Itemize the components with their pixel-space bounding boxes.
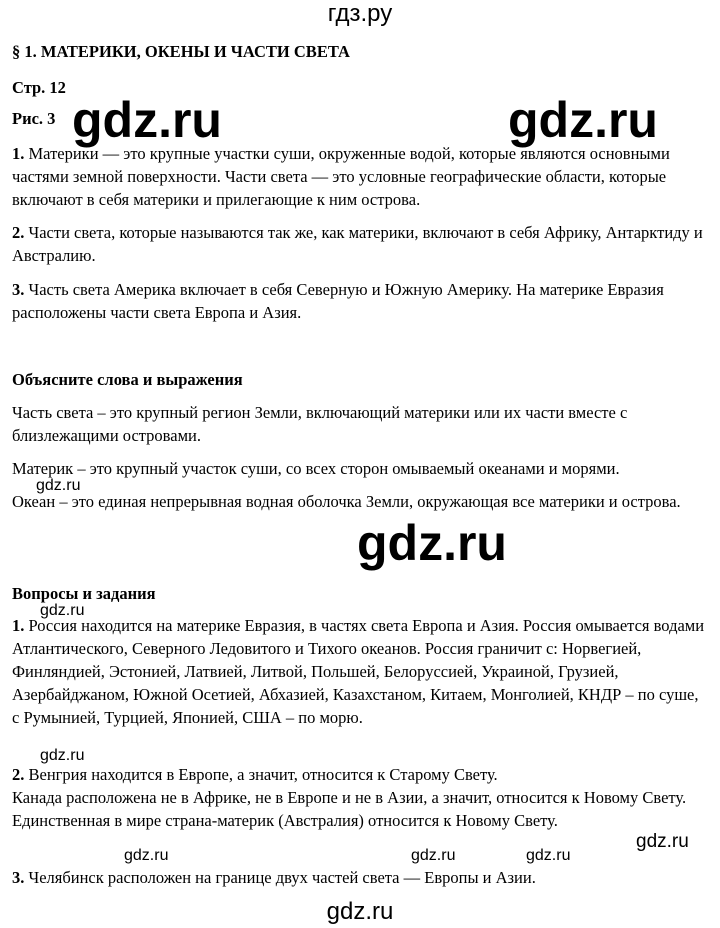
explain-heading: Объясните слова и выражения (12, 370, 243, 389)
question-answer-2 (12, 763, 706, 832)
item-text: Материки — это крупные участки суши, окруженные водой, которые являются основными частями земной поверхности. Части света — это условные географические области, которые включают в себя материки и прилегающие к ним острова. (12, 144, 670, 209)
item-number: 2. (12, 223, 25, 242)
item-number: 3. (12, 280, 25, 299)
watermark-large: gdz.ru (508, 92, 658, 148)
item-number: 1. (12, 616, 25, 635)
item-number: 3. (12, 868, 25, 887)
item-number: 2. (12, 765, 25, 784)
figure-reference: Рис. 3 (12, 109, 56, 128)
item-text: Часть света Америка включает в себя Северную и Южную Америку. На материке Евразия расположены части света Европа и Азия. (12, 280, 664, 322)
watermark-small: gdz.ru (36, 477, 81, 494)
item-text: Россия находится на материке Евразия, в частях света Европа и Азия. Россия омывается водами Атлантического, Северного Ледовитого и Тихого океанов. Россия граничит с: Норвегией, Финляндией, Эстонией, Латвией, Литвой, Польшей, Белоруссией, Украиной, Грузией, Азербайджаном, Южной Осетией, Абхазией, Казахстаном, Китаем, Монголией, КНДР – по суше, с Румынией, Турцией, Японией, США – по морю. (12, 616, 705, 727)
watermark-small: gdz.ru (411, 847, 456, 864)
question-answer-1 (12, 614, 706, 729)
watermark-small: gdz.ru (636, 831, 689, 852)
item-text: Челябинск расположен на границе двух частей света — Европы и Азии. (28, 868, 536, 887)
question-answer-3 (12, 866, 706, 889)
watermark-small: gdz.ru (40, 747, 85, 764)
definition-part-of-world: Часть света – это крупный регион Земли, включающий материки или их части вместе с близлежащими островами. (12, 403, 628, 445)
watermark-small: gdz.ru (124, 847, 169, 864)
fig-answer-3 (12, 278, 706, 324)
fig-answer-2 (12, 221, 706, 267)
questions-heading: Вопросы и задания (12, 584, 156, 603)
fig-answer-1 (12, 142, 706, 211)
page-reference: Стр. 12 (12, 78, 66, 97)
watermark-large: gdz.ru (72, 92, 222, 148)
watermark-bottom: gdz.ru (326, 898, 394, 925)
watermark-large: gdz.ru (357, 515, 507, 571)
watermark-small: gdz.ru (40, 602, 85, 619)
item-number: 1. (12, 144, 25, 163)
watermark-small: gdz.ru (526, 847, 571, 864)
definition-ocean: Океан – это единая непрерывная водная оболочка Земли, окружающая все материки и острова. (12, 492, 681, 511)
definition-continent: Материк – это крупный участок суши, со всех сторон омываемый океанами и морями. (12, 459, 620, 478)
answer-line: Канада расположена не в Африке, не в Европе и не в Азии, а значит, относится к Новому Свету. (12, 788, 687, 807)
item-text: Части света, которые называются так же, как материки, включают в себя Африку, Антарктиду и Австралию. (12, 223, 703, 265)
answer-line: Единственная в мире страна-материк (Австралия) относится к Новому Свету. (12, 811, 558, 830)
answer-line (12, 763, 706, 786)
section-heading: § 1. МАТЕРИКИ, ОКЕНЫ И ЧАСТИ СВЕТА (12, 42, 350, 61)
watermark-top: гдз.ру (327, 0, 393, 27)
item-text: Венгрия находится в Европе, а значит, относится к Старому Свету. (28, 765, 498, 784)
